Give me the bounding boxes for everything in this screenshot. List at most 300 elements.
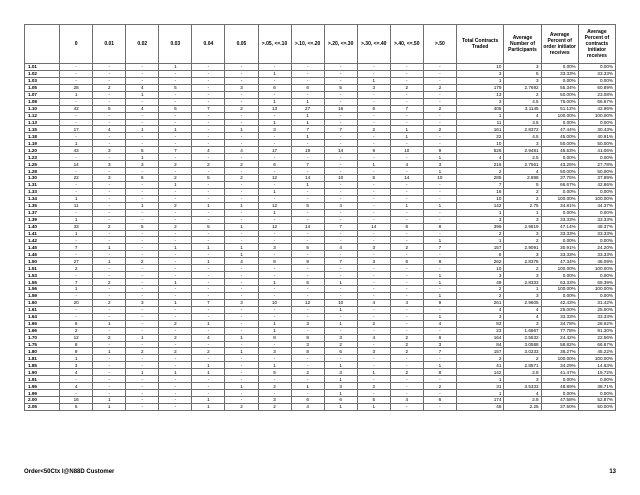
table-cell: 2.8	[504, 397, 541, 404]
table-cell: 14	[357, 223, 390, 230]
table-row	[25, 216, 616, 223]
table-cell: -	[93, 216, 126, 223]
table-cell: 33.33%	[578, 230, 615, 237]
table-cell: 2	[390, 244, 423, 251]
table-cell: 3	[456, 313, 504, 320]
price-cell: 1.70	[25, 334, 60, 341]
table-cell: -	[93, 355, 126, 362]
table-cell: 6	[390, 258, 423, 265]
table-cell: 5	[93, 105, 126, 112]
price-cell: 1.56	[25, 286, 60, 293]
table-cell: 2.8333	[504, 279, 541, 286]
table-cell: -	[225, 397, 258, 404]
table-row	[25, 140, 616, 147]
table-cell: 3	[504, 64, 541, 71]
table-cell: -	[159, 230, 192, 237]
price-cell: 1.99	[25, 390, 60, 397]
table-row	[25, 390, 616, 397]
table-cell: -	[159, 119, 192, 126]
table-row	[25, 272, 616, 279]
table-cell: -	[192, 292, 225, 299]
table-cell: 1	[423, 313, 456, 320]
table-cell: -	[390, 112, 423, 119]
table-row	[25, 348, 616, 355]
table-cell: -	[225, 133, 258, 140]
table-cell: -	[192, 216, 225, 223]
table-cell: 3	[504, 140, 541, 147]
table-cell: -	[126, 279, 159, 286]
table-cell: 19	[291, 147, 324, 154]
table-cell: -	[390, 91, 423, 98]
table-cell: -	[93, 369, 126, 376]
table-cell: -	[60, 306, 93, 313]
table-cell: -	[225, 265, 258, 272]
price-cell: 1.51	[25, 265, 60, 272]
price-cell: 1.45	[25, 244, 60, 251]
table-cell: 66.67%	[578, 341, 615, 348]
table-cell: -	[192, 209, 225, 216]
table-cell: 5	[291, 279, 324, 286]
table-cell: -	[258, 140, 291, 147]
table-cell: 0.00%	[541, 119, 578, 126]
table-cell: 3	[258, 348, 291, 355]
table-cell: -	[258, 168, 291, 175]
table-cell: -	[357, 292, 390, 299]
table-cell: -	[390, 376, 423, 383]
table-cell: 50.00%	[578, 168, 615, 175]
table-cell: 1	[192, 202, 225, 209]
table-cell: 2	[504, 237, 541, 244]
table-cell: -	[390, 313, 423, 320]
table-cell: 14	[291, 223, 324, 230]
price-cell: 1.91	[25, 376, 60, 383]
table-cell: 2	[93, 84, 126, 91]
table-cell: -	[225, 369, 258, 376]
table-cell: -	[423, 133, 456, 140]
table-cell: 3	[357, 84, 390, 91]
table-header-row	[25, 25, 616, 64]
table-cell: 2	[423, 126, 456, 133]
table-cell: 1	[192, 244, 225, 251]
table-cell: 1	[192, 369, 225, 376]
table-cell: 100.00%	[578, 195, 615, 202]
table-cell: 5	[357, 397, 390, 404]
price-cell: 1.90	[25, 369, 60, 376]
table-cell: -	[192, 133, 225, 140]
table-cell: 7	[192, 299, 225, 306]
table-cell: 2	[192, 161, 225, 168]
table-cell: -	[390, 265, 423, 272]
table-cell: -	[225, 286, 258, 293]
table-cell: 1	[159, 181, 192, 188]
table-cell: 14	[60, 161, 93, 168]
table-cell: 1	[291, 383, 324, 390]
price-cell: 1.02	[25, 70, 60, 77]
table-cell: 1	[423, 154, 456, 161]
table-cell: 47.44%	[541, 126, 578, 133]
table-cell: 50.00%	[578, 403, 615, 410]
table-cell: -	[258, 154, 291, 161]
table-cell: -	[258, 181, 291, 188]
table-cell: -	[225, 168, 258, 175]
table-cell: 0.00%	[541, 154, 578, 161]
table-cell: 1	[456, 237, 504, 244]
price-cell: 1.53	[25, 272, 60, 279]
table-cell: -	[357, 376, 390, 383]
table-cell: 1	[258, 279, 291, 286]
table-cell: 8	[423, 369, 456, 376]
price-cell: 1.28	[25, 168, 60, 175]
table-cell: 27	[60, 258, 93, 265]
price-cell: 1.46	[25, 251, 60, 258]
table-cell: -	[357, 195, 390, 202]
table-cell: -	[159, 292, 192, 299]
table-cell: 33.33%	[541, 313, 578, 320]
price-cell: 1.10	[25, 105, 60, 112]
table-cell: 1	[60, 91, 93, 98]
table-cell: -	[390, 188, 423, 195]
table-cell: 1	[159, 299, 192, 306]
table-cell: 5	[60, 403, 93, 410]
table-row	[25, 306, 616, 313]
table-cell: -	[126, 140, 159, 147]
footer-caption: Order<50Ctx I@N88D Customer	[24, 469, 115, 475]
table-cell: 100.00%	[541, 265, 578, 272]
table-cell: -	[225, 154, 258, 161]
table-cell: -	[60, 209, 93, 216]
table-cell: -	[60, 77, 93, 84]
table-cell: -	[291, 313, 324, 320]
table-cell: 2	[504, 355, 541, 362]
table-cell: 8	[291, 334, 324, 341]
table-cell: -	[291, 140, 324, 147]
table-cell: -	[423, 64, 456, 71]
table-cell: 2	[423, 105, 456, 112]
table-cell: -	[324, 237, 357, 244]
table-cell: -	[291, 195, 324, 202]
table-cell: 4	[504, 390, 541, 397]
table-cell: 0.00%	[541, 209, 578, 216]
table-cell: 52.87%	[578, 397, 615, 404]
table-cell: -	[60, 168, 93, 175]
table-cell: -	[291, 154, 324, 161]
price-cell: 2.05	[25, 403, 60, 410]
table-cell: -	[60, 154, 93, 161]
table-cell: 1	[192, 403, 225, 410]
table-cell: -	[192, 154, 225, 161]
column-header: Total Contracts Traded	[456, 25, 504, 64]
table-cell: 1	[324, 403, 357, 410]
table-cell: 2.25	[504, 403, 541, 410]
table-cell: -	[159, 154, 192, 161]
table-cell: 10	[423, 175, 456, 182]
table-cell: 2	[390, 348, 423, 355]
table-cell: 4	[60, 369, 93, 376]
table-cell: 2	[456, 355, 504, 362]
table-cell: -	[60, 70, 93, 77]
table-cell: -	[225, 390, 258, 397]
table-cell: -	[93, 327, 126, 334]
table-cell: 2.9091	[504, 244, 541, 251]
table-cell: -	[192, 126, 225, 133]
table-cell: 45.00%	[541, 133, 578, 140]
table-cell: -	[324, 154, 357, 161]
table-cell: 1	[126, 154, 159, 161]
table-cell: 161	[456, 126, 504, 133]
table-cell: -	[225, 327, 258, 334]
price-cell: 1.60	[25, 299, 60, 306]
table-cell: -	[60, 251, 93, 258]
table-cell: -	[126, 64, 159, 71]
table-cell: -	[159, 70, 192, 77]
table-row	[25, 334, 616, 341]
table-cell: 42.43%	[541, 299, 578, 306]
table-cell: 2.8571	[504, 362, 541, 369]
table-cell: -	[126, 341, 159, 348]
table-cell: 1.6667	[504, 327, 541, 334]
table-cell: 31.42%	[578, 299, 615, 306]
column-header: 0.04	[192, 25, 225, 64]
table-cell: -	[93, 383, 126, 390]
table-cell: -	[225, 362, 258, 369]
table-cell: 3	[258, 244, 291, 251]
table-cell: 2.7561	[504, 161, 541, 168]
column-header: Average Percent of order initiator receives	[541, 25, 578, 64]
table-cell: 1	[456, 390, 504, 397]
table-row	[25, 175, 616, 182]
table-cell: 1	[291, 133, 324, 140]
table-cell: 1	[258, 362, 291, 369]
table-cell: 164	[456, 334, 504, 341]
table-row	[25, 237, 616, 244]
table-cell: 3	[126, 299, 159, 306]
table-cell: 0.00%	[578, 272, 615, 279]
table-row	[25, 244, 616, 251]
table-cell: -	[258, 64, 291, 71]
table-cell: 43.25%	[541, 161, 578, 168]
table-cell: -	[192, 251, 225, 258]
table-cell: -	[93, 251, 126, 258]
table-cell: -	[357, 341, 390, 348]
table-cell: -	[126, 119, 159, 126]
table-cell: 4	[504, 313, 541, 320]
table-cell: -	[126, 390, 159, 397]
table-cell: -	[357, 119, 390, 126]
table-cell: -	[291, 230, 324, 237]
table-row	[25, 154, 616, 161]
data-table-container	[24, 24, 616, 411]
table-cell: -	[291, 168, 324, 175]
table-cell: 3	[93, 161, 126, 168]
table-cell: -	[225, 230, 258, 237]
table-cell: -	[390, 272, 423, 279]
table-cell: 4	[456, 306, 504, 313]
table-cell: -	[357, 237, 390, 244]
table-cell: 13	[456, 91, 504, 98]
table-cell: 8	[258, 334, 291, 341]
data-table	[24, 24, 616, 411]
table-cell: 1	[423, 272, 456, 279]
table-cell: -	[357, 362, 390, 369]
table-row	[25, 397, 616, 404]
table-cell: 0.00%	[578, 292, 615, 299]
table-cell: 33.33%	[541, 251, 578, 258]
table-cell: 2	[357, 126, 390, 133]
table-cell: 1	[225, 244, 258, 251]
table-cell: -	[291, 362, 324, 369]
table-cell: -	[324, 230, 357, 237]
table-cell: 0.00%	[541, 376, 578, 383]
table-cell: -	[291, 209, 324, 216]
table-cell: -	[159, 341, 192, 348]
table-cell: -	[192, 98, 225, 105]
table-cell: -	[159, 272, 192, 279]
table-cell: 3	[225, 84, 258, 91]
table-cell: 1	[60, 216, 93, 223]
table-cell: 2.5532	[504, 334, 541, 341]
table-cell: -	[159, 327, 192, 334]
table-cell: 3	[504, 292, 541, 299]
table-cell: -	[258, 355, 291, 362]
table-cell: 34.78%	[541, 320, 578, 327]
table-cell: -	[390, 306, 423, 313]
table-cell: 2	[390, 334, 423, 341]
table-cell: 33.33%	[541, 230, 578, 237]
table-cell: 17	[258, 147, 291, 154]
table-cell: 6	[258, 161, 291, 168]
table-cell: -	[192, 181, 225, 188]
table-cell: 3	[126, 161, 159, 168]
table-cell: -	[423, 195, 456, 202]
table-cell: -	[192, 376, 225, 383]
table-row	[25, 251, 616, 258]
table-cell: 51.12%	[541, 105, 578, 112]
table-cell: -	[324, 292, 357, 299]
table-cell: 7	[456, 181, 504, 188]
table-cell: -	[390, 251, 423, 258]
table-cell: 2.8378	[504, 258, 541, 265]
table-cell: 3	[291, 320, 324, 327]
table-cell: 1	[291, 119, 324, 126]
table-cell: -	[357, 181, 390, 188]
table-cell: -	[93, 91, 126, 98]
table-cell: 6	[456, 251, 504, 258]
table-cell: 84	[456, 341, 504, 348]
table-cell: -	[258, 292, 291, 299]
table-cell: -	[192, 84, 225, 91]
table-cell: 7	[291, 161, 324, 168]
table-cell: 2	[225, 161, 258, 168]
table-cell: -	[258, 286, 291, 293]
table-cell: 3	[504, 77, 541, 84]
table-cell: 142	[456, 369, 504, 376]
table-cell: -	[291, 286, 324, 293]
table-cell: -	[390, 279, 423, 286]
table-cell: -	[93, 202, 126, 209]
table-cell: -	[93, 64, 126, 71]
table-cell: 1	[324, 376, 357, 383]
table-cell: 1	[357, 161, 390, 168]
table-cell: -	[126, 216, 159, 223]
table-cell: 46	[456, 403, 504, 410]
table-cell: 6	[357, 105, 390, 112]
table-cell: 1	[291, 181, 324, 188]
table-cell: -	[423, 376, 456, 383]
price-cell: 2.00	[25, 397, 60, 404]
table-row	[25, 195, 616, 202]
table-cell: 11	[60, 202, 93, 209]
table-cell: -	[159, 390, 192, 397]
table-cell: 4.5	[504, 133, 541, 140]
table-cell: -	[225, 355, 258, 362]
table-cell: 33.33%	[578, 216, 615, 223]
table-cell: 8	[258, 258, 291, 265]
table-cell: -	[126, 133, 159, 140]
table-cell: 2	[159, 175, 192, 182]
table-cell: -	[324, 70, 357, 77]
table-cell: -	[159, 91, 192, 98]
table-cell: -	[192, 272, 225, 279]
table-cell: -	[390, 383, 423, 390]
table-cell: 2.9605	[504, 299, 541, 306]
table-row	[25, 376, 616, 383]
table-cell: -	[126, 77, 159, 84]
table-cell: -	[93, 119, 126, 126]
table-cell: 47.58%	[541, 397, 578, 404]
table-row	[25, 181, 616, 188]
table-row	[25, 112, 616, 119]
table-cell: -	[60, 181, 93, 188]
table-cell: -	[159, 209, 192, 216]
table-cell: -	[258, 265, 291, 272]
table-cell: 100.00%	[578, 355, 615, 362]
table-cell: 1	[258, 70, 291, 77]
table-cell: -	[324, 168, 357, 175]
table-cell: -	[126, 181, 159, 188]
table-cell: -	[390, 181, 423, 188]
table-cell: -	[126, 397, 159, 404]
table-cell: 142	[456, 202, 504, 209]
table-cell: 3	[258, 397, 291, 404]
price-cell: 1.66	[25, 327, 60, 334]
table-cell: 48.09%	[578, 258, 615, 265]
table-cell: 12	[258, 175, 291, 182]
table-cell: 31	[456, 383, 504, 390]
table-cell: -	[93, 209, 126, 216]
table-cell: 43	[60, 147, 93, 154]
table-cell: 1	[258, 119, 291, 126]
table-cell: 4	[324, 244, 357, 251]
table-cell: -	[423, 265, 456, 272]
table-cell: 1	[126, 334, 159, 341]
table-cell: 2	[126, 348, 159, 355]
table-cell: 1	[456, 376, 504, 383]
table-cell: -	[258, 195, 291, 202]
table-cell: 2	[456, 168, 504, 175]
table-cell: 9	[423, 147, 456, 154]
table-cell: 14	[324, 147, 357, 154]
table-row	[25, 98, 616, 105]
table-cell: 33.33%	[578, 313, 615, 320]
table-cell: -	[390, 216, 423, 223]
table-cell: -	[225, 341, 258, 348]
table-cell: -	[93, 390, 126, 397]
table-cell: 100.00%	[578, 265, 615, 272]
table-cell: 1	[423, 362, 456, 369]
table-cell: 6	[291, 397, 324, 404]
price-cell: 1.23	[25, 154, 60, 161]
table-cell: 10	[324, 175, 357, 182]
